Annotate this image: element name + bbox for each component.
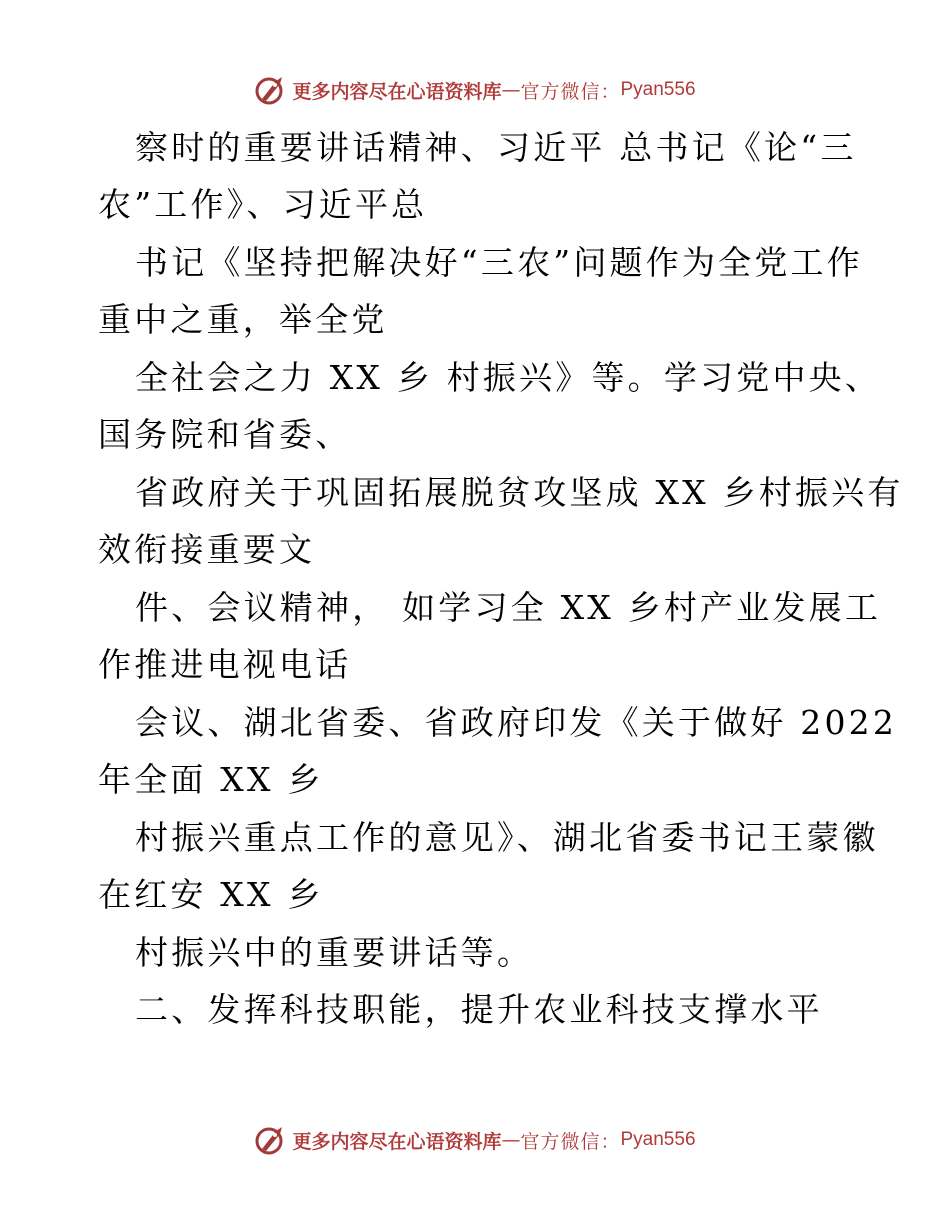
text-line: 全社会之力 XX 乡 村振兴》等。学习党中央、 xyxy=(135,358,882,397)
footer-banner xyxy=(0,1120,950,1160)
banner-text: 更多内容尽在心语资料库 xyxy=(292,80,502,103)
banner-wechat-label: 官方微信： xyxy=(520,80,621,103)
text-line: 在红安 XX 乡 xyxy=(98,875,324,914)
banner-wechat-label: 官方微信： xyxy=(520,1130,621,1153)
text-line: 农”工作》、习近平总 xyxy=(98,185,428,224)
text-line: 作推进电视电话 xyxy=(98,645,352,684)
banner-wechat-id: Pyan556 xyxy=(620,79,696,100)
banner-wechat-id: Pyan556 xyxy=(620,1129,696,1150)
text-line: 国务院和省委、 xyxy=(98,415,352,454)
pen-nib-logo-icon xyxy=(254,73,288,107)
text-line: 件、会议精神， 如学习全 XX 乡村产业发展工 xyxy=(135,588,882,627)
text-line: 书记《坚持把解决好“三农”问题作为全党工作 xyxy=(135,243,863,282)
text-line: 年全面 XX 乡 xyxy=(98,760,324,799)
text-line: 村振兴重点工作的意见》、湖北省委书记王蒙徽 xyxy=(135,818,879,857)
section-heading: 二、发挥科技职能，提升农业科技支撑水平 xyxy=(135,990,823,1029)
banner-text: 更多内容尽在心语资料库 xyxy=(292,1130,502,1153)
text-line: 效衔接重要文 xyxy=(98,530,316,569)
header-banner xyxy=(0,70,950,110)
text-line: 省政府关于巩固拓展脱贫攻坚成 XX 乡村振兴有 xyxy=(135,473,904,512)
banner-dash: — xyxy=(501,79,521,101)
text-line: 村振兴中的重要讲话等。 xyxy=(135,933,534,972)
pen-nib-logo-icon xyxy=(254,1123,288,1157)
text-line: 察时的重要讲话精神、习近平 总书记《论“三 xyxy=(135,128,857,167)
text-line: 重中之重，举全党 xyxy=(98,300,388,339)
text-line: 会议、湖北省委、省政府印发《关于做好 2022 xyxy=(135,703,898,742)
banner-dash: — xyxy=(501,1129,521,1151)
